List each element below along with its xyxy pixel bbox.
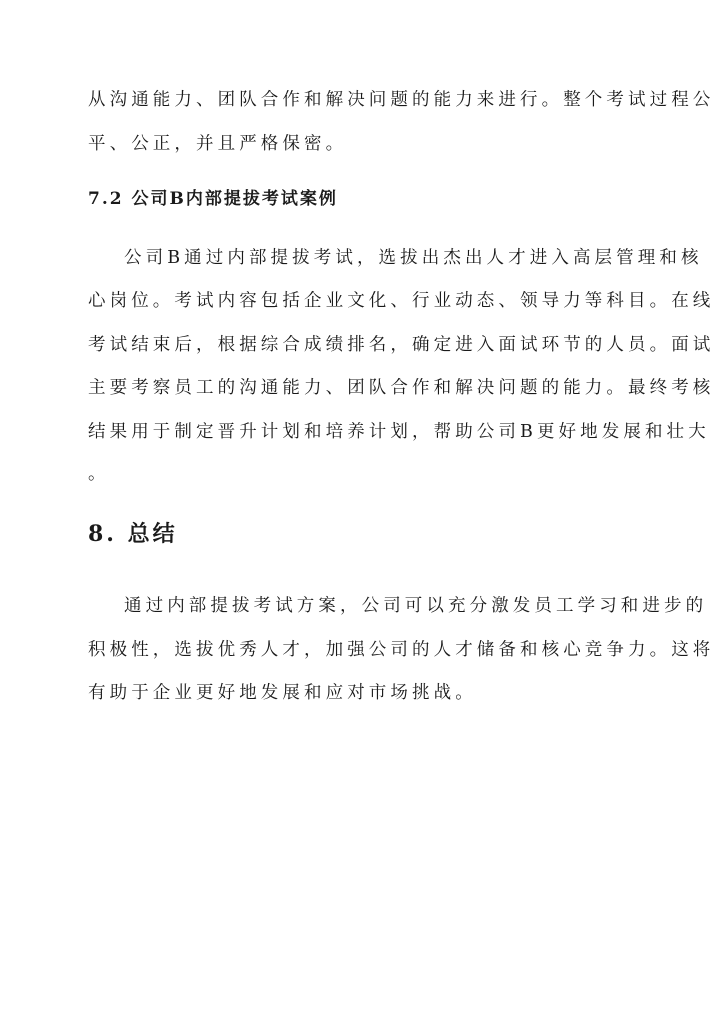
paragraph-line: 结果用于制定晋升计划和培养计划，帮助公司B更好地发展和壮大	[88, 422, 710, 442]
paragraph-line: 心岗位。考试内容包括企业文化、行业动态、领导力等科目。在线	[88, 291, 715, 311]
section-heading-7-2: 7.2 公司B内部提拔考试案例	[88, 189, 338, 209]
paragraph-line: 考试结束后，根据综合成绩排名，确定进入面试环节的人员。面试	[88, 335, 715, 355]
section-heading-8: 8. 总结	[88, 521, 178, 547]
paragraph-line: 积极性，选拔优秀人才，加强公司的人才储备和核心竞争力。这将	[88, 640, 715, 660]
paragraph-line: 。	[88, 464, 110, 484]
paragraph-line: 公司B通过内部提拔考试，选拔出杰出人才进入高层管理和核	[124, 248, 703, 268]
paragraph-line: 从沟通能力、团队合作和解决问题的能力来进行。整个考试过程公	[88, 90, 715, 110]
paragraph-line: 平、公正，并且严格保密。	[88, 134, 348, 154]
paragraph-line: 有助于企业更好地发展和应对市场挑战。	[88, 683, 477, 703]
paragraph-line: 主要考察员工的沟通能力、团队合作和解决问题的能力。最终考核	[88, 378, 715, 398]
paragraph-line: 通过内部提拔考试方案，公司可以充分激发员工学习和进步的	[124, 596, 708, 616]
